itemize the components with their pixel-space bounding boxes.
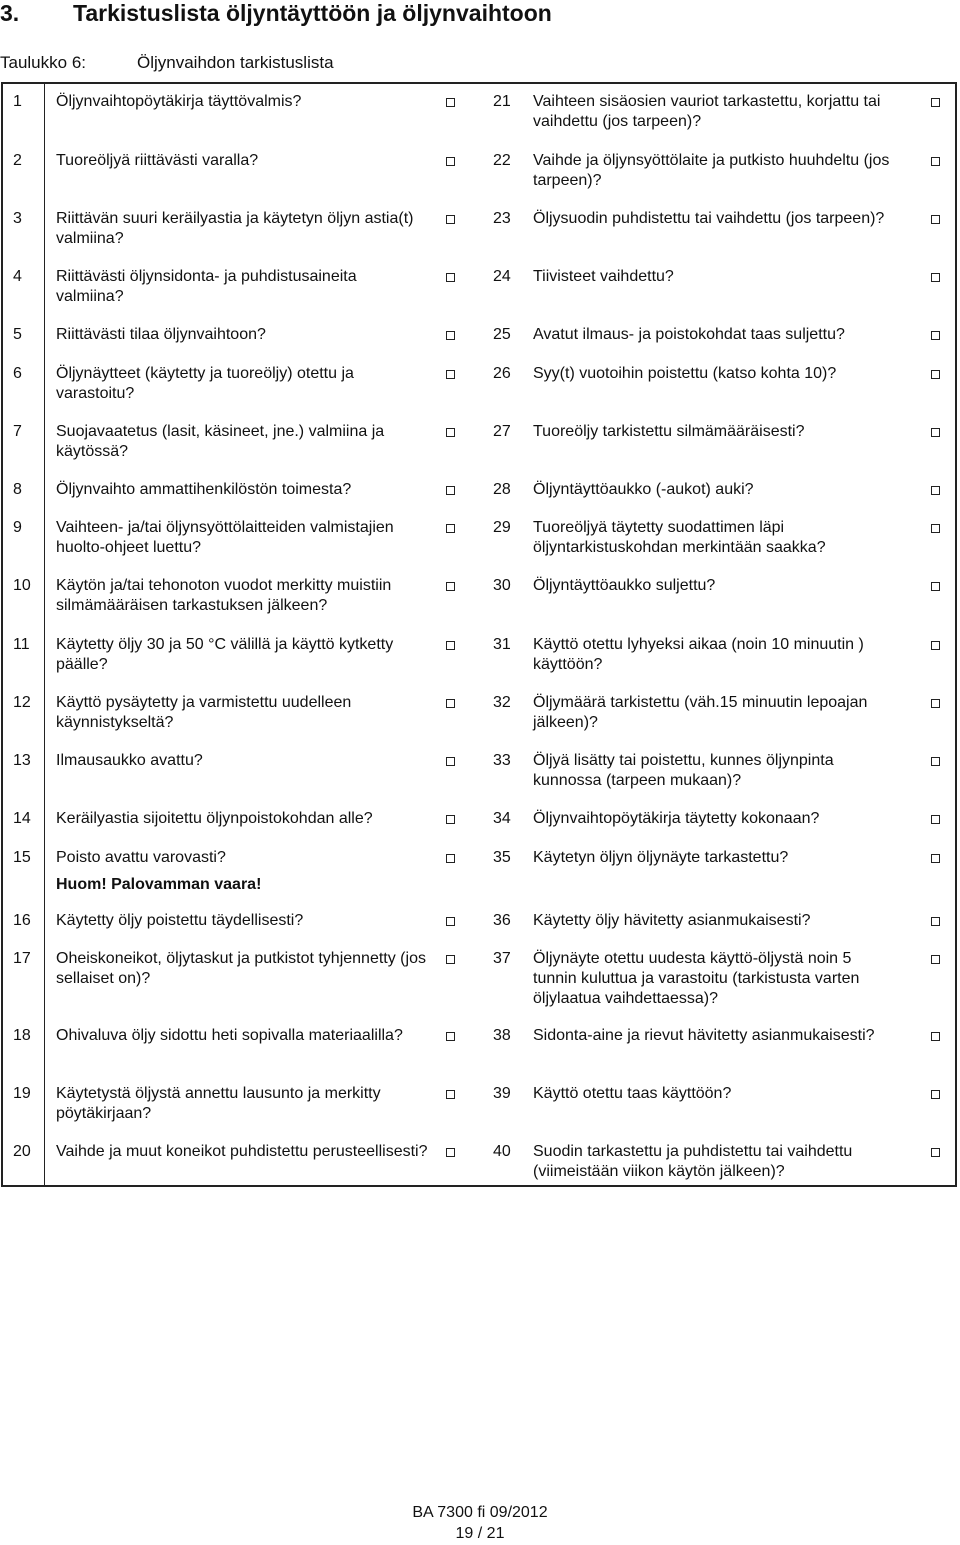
checkbox[interactable] xyxy=(931,273,940,282)
checkbox[interactable] xyxy=(931,157,940,166)
caption-title: Öljynvaihdon tarkistuslista xyxy=(137,53,334,72)
item-number: 5 xyxy=(13,326,22,343)
item-number: 29 xyxy=(493,519,511,536)
checkbox[interactable] xyxy=(931,1148,940,1157)
item-number: 2 xyxy=(13,152,22,169)
item-text: Öljynvaihto ammattihenkilöstön toimesta? xyxy=(56,481,352,498)
item-text: Tuoreöljyä riittävästi varalla? xyxy=(56,152,259,169)
checkbox[interactable] xyxy=(931,582,940,591)
item-number: 32 xyxy=(493,694,511,711)
item-text: Syy(t) vuotoihin poistettu (katso kohta 10)? xyxy=(533,365,837,382)
item-text: Käyttö pysäytetty ja varmistettu uudelleen käynnistykseltä? xyxy=(56,694,352,731)
item-number: 14 xyxy=(13,810,31,827)
checkbox[interactable] xyxy=(931,486,940,495)
item-text: Suodin tarkastettu ja puhdistettu tai vaihdettu (viimeistään viikon käytön jälkeen)? xyxy=(533,1143,853,1180)
item-number: 23 xyxy=(493,210,511,227)
checkbox[interactable] xyxy=(931,1032,940,1041)
checkbox[interactable] xyxy=(446,157,455,166)
item-number: 11 xyxy=(13,636,30,653)
checklist-table xyxy=(1,82,957,1187)
item-number: 20 xyxy=(13,1143,31,1160)
item-number: 15 xyxy=(13,849,31,866)
item-text: Vaihteen sisäosien vauriot tarkastettu, korjattu tai vaihdettu (jos tarpeen)? xyxy=(533,93,881,130)
checkbox[interactable] xyxy=(931,641,940,650)
page-heading xyxy=(0,0,552,26)
checkbox[interactable] xyxy=(931,215,940,224)
item-number: 17 xyxy=(13,950,31,967)
warning-text: Huom! Palovamman vaara! xyxy=(56,876,262,893)
checkbox[interactable] xyxy=(446,1148,455,1157)
item-text: Tiivisteet vaihdettu? xyxy=(533,268,674,285)
item-number: 26 xyxy=(493,365,511,382)
item-text: Vaihde ja öljynsyöttölaite ja putkisto huuhdeltu (jos tarpeen)? xyxy=(533,152,890,189)
item-text: Käytetty öljy hävitetty asianmukaisesti? xyxy=(533,912,811,929)
item-text: Riittävästi tilaa öljynvaihtoon? xyxy=(56,326,266,343)
checkbox[interactable] xyxy=(931,1090,940,1099)
item-number: 10 xyxy=(13,577,31,594)
item-text: Keräilyastia sijoitettu öljynpoistokohdan alle? xyxy=(56,810,373,827)
footer-doc-code: BA 7300 fi 09/2012 xyxy=(412,1504,548,1521)
checkbox[interactable] xyxy=(446,370,455,379)
checkbox[interactable] xyxy=(446,854,455,863)
item-text: Öljyntäyttöaukko suljettu? xyxy=(533,577,716,594)
checkbox[interactable] xyxy=(931,815,940,824)
item-number: 12 xyxy=(13,694,31,711)
item-text: Riittävän suuri keräilyastia ja käytetyn öljyn astia(t) valmiina? xyxy=(56,210,414,247)
heading-title: Tarkistuslista öljyntäyttöön ja öljynvaihtoon xyxy=(73,0,552,26)
checkbox[interactable] xyxy=(446,331,455,340)
checkbox[interactable] xyxy=(931,757,940,766)
checkbox[interactable] xyxy=(446,582,455,591)
item-text: Vaihde ja muut koneikot puhdistettu perusteellisesti? xyxy=(56,1143,428,1160)
checkbox[interactable] xyxy=(446,486,455,495)
item-text: Käyttö otettu lyhyeksi aikaa (noin 10 minuutin ) käyttöön? xyxy=(533,636,864,673)
column-divider xyxy=(44,84,45,1185)
item-number: 40 xyxy=(493,1143,511,1160)
checkbox[interactable] xyxy=(446,955,455,964)
checkbox[interactable] xyxy=(446,757,455,766)
caption-label: Taulukko 6: xyxy=(0,53,86,72)
checkbox[interactable] xyxy=(446,1090,455,1099)
checkbox[interactable] xyxy=(446,428,455,437)
checkbox[interactable] xyxy=(931,524,940,533)
checkbox[interactable] xyxy=(446,524,455,533)
item-number: 16 xyxy=(13,912,31,929)
item-text: Tuoreöljyä täytetty suodattimen läpi öljyntarkistuskohdan merkintään saakka? xyxy=(533,519,826,556)
item-text: Vaihteen- ja/tai öljynsyöttölaitteiden valmistajien huolto-ohjeet luettu? xyxy=(56,519,394,556)
item-text: Öljynvaihtopöytäkirja täytetty kokonaan? xyxy=(533,810,820,827)
checkbox[interactable] xyxy=(931,370,940,379)
heading-number: 3. xyxy=(0,0,20,26)
checkbox[interactable] xyxy=(446,273,455,282)
item-number: 38 xyxy=(493,1027,511,1044)
item-number: 27 xyxy=(493,423,511,440)
checkbox[interactable] xyxy=(931,917,940,926)
item-text: Käyttö otettu taas käyttöön? xyxy=(533,1085,732,1102)
item-text: Ilmausaukko avattu? xyxy=(56,752,203,769)
item-number: 34 xyxy=(493,810,511,827)
checkbox[interactable] xyxy=(931,428,940,437)
item-text: Suojavaatetus (lasit, käsineet, jne.) valmiina ja käytössä? xyxy=(56,423,385,460)
item-number: 13 xyxy=(13,752,31,769)
item-text: Käytetyn öljyn öljynäyte tarkastettu? xyxy=(533,849,789,866)
item-text: Käytön ja/tai tehonoton vuodot merkitty muistiin silmämääräisen tarkastuksen jälkeen? xyxy=(56,577,392,614)
item-text: Poisto avattu varovasti? xyxy=(56,849,226,866)
item-number: 28 xyxy=(493,481,511,498)
item-number: 37 xyxy=(493,950,511,967)
checkbox[interactable] xyxy=(446,699,455,708)
item-text: Käytetty öljy 30 ja 50 °C välillä ja käyttö kytketty päälle? xyxy=(56,636,394,673)
item-text: Öljynäyte otettu uudesta käyttö-öljystä noin 5 tunnin kuluttua ja varastoitu (tarkistusta varten öljylaatua vaihdettaessa)? xyxy=(533,950,860,1007)
item-number: 3 xyxy=(13,210,22,227)
item-text: Riittävästi öljynsidonta- ja puhdistusaineita valmiina? xyxy=(56,268,357,305)
footer-page-number: 19 / 21 xyxy=(455,1525,505,1542)
item-number: 18 xyxy=(13,1027,31,1044)
item-number: 22 xyxy=(493,152,511,169)
item-number: 25 xyxy=(493,326,511,343)
item-number: 7 xyxy=(13,423,22,440)
item-number: 36 xyxy=(493,912,511,929)
item-text: Öljynäytteet (käytetty ja tuoreöljy) otettu ja varastoitu? xyxy=(56,365,354,402)
item-number: 4 xyxy=(13,268,22,285)
item-text: Öljymäärä tarkistettu (väh.15 minuutin lepoajan jälkeen)? xyxy=(533,694,868,731)
checkbox[interactable] xyxy=(931,699,940,708)
item-text: Tuoreöljy tarkistettu silmämääräisesti? xyxy=(533,423,805,440)
item-text: Öljyä lisätty tai poistettu, kunnes öljynpinta kunnossa (tarpeen mukaan)? xyxy=(533,752,834,789)
item-text: Käytetystä öljystä annettu lausunto ja merkitty pöytäkirjaan? xyxy=(56,1085,381,1122)
table-caption xyxy=(0,52,334,74)
checkbox[interactable] xyxy=(931,854,940,863)
item-number: 39 xyxy=(493,1085,511,1102)
item-number: 33 xyxy=(493,752,511,769)
item-number: 8 xyxy=(13,481,22,498)
item-text: Öljynvaihtopöytäkirja täyttövalmis? xyxy=(56,93,302,110)
item-number: 35 xyxy=(493,849,511,866)
item-text: Ohivaluva öljy sidottu heti sopivalla materiaalilla? xyxy=(56,1027,403,1044)
item-text: Sidonta-aine ja rievut hävitetty asianmukaisesti? xyxy=(533,1027,875,1044)
item-text: Käytetty öljy poistettu täydellisesti? xyxy=(56,912,304,929)
item-number: 31 xyxy=(493,636,511,653)
item-number: 1 xyxy=(13,93,22,110)
item-text: Öljysuodin puhdistettu tai vaihdettu (jos tarpeen)? xyxy=(533,210,885,227)
item-number: 21 xyxy=(493,93,511,110)
item-number: 24 xyxy=(493,268,511,285)
item-text: Avatut ilmaus- ja poistokohdat taas suljettu? xyxy=(533,326,845,343)
item-number: 6 xyxy=(13,365,22,382)
item-text: Oheiskoneikot, öljytaskut ja putkistot tyhjennetty (jos sellaiset on)? xyxy=(56,950,426,987)
checkbox[interactable] xyxy=(446,917,455,926)
checkbox[interactable] xyxy=(931,98,940,107)
checkbox[interactable] xyxy=(446,98,455,107)
item-number: 9 xyxy=(13,519,22,536)
checkbox[interactable] xyxy=(931,955,940,964)
item-number: 30 xyxy=(493,577,511,594)
item-text: Öljyntäyttöaukko (-aukot) auki? xyxy=(533,481,754,498)
checkbox[interactable] xyxy=(446,215,455,224)
checkbox[interactable] xyxy=(931,331,940,340)
checkbox[interactable] xyxy=(446,1032,455,1041)
item-number: 19 xyxy=(13,1085,31,1102)
checkbox[interactable] xyxy=(446,641,455,650)
checkbox[interactable] xyxy=(446,815,455,824)
